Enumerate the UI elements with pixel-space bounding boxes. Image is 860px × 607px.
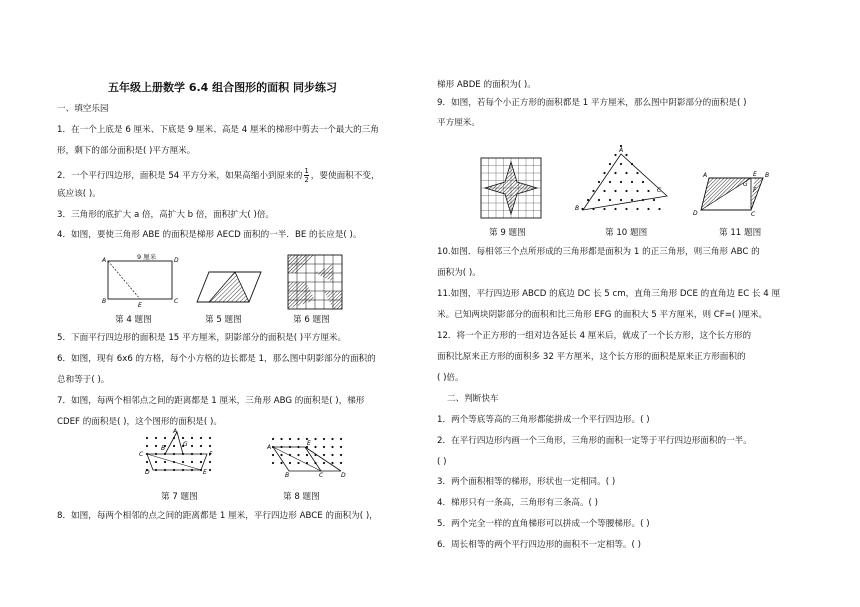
fraction	[304, 167, 308, 184]
grid-dot	[625, 154, 627, 156]
grid-dot	[603, 190, 605, 192]
grid-dot	[272, 462, 274, 464]
grid-dot	[314, 446, 316, 448]
grid-dot	[609, 181, 611, 183]
grid-dot	[631, 199, 633, 201]
figure-6-caption: 第 6 题图	[293, 315, 330, 325]
question-6-line-2: 总和等于( )。	[57, 375, 110, 385]
figure-8-caption: 第 8 题图	[283, 492, 320, 502]
svg-text:D: D	[174, 257, 179, 264]
grid-dot	[289, 462, 291, 464]
grid-dot	[272, 454, 274, 456]
svg-text:C: C	[139, 451, 144, 458]
svg-text:A: A	[173, 428, 178, 435]
question-8-line-1: 8．如图，每两个相邻的点之间的距离都是 1 厘米，平行四边形 ABCE 的面积为( )，	[57, 511, 378, 521]
grid-dot	[331, 454, 333, 456]
judge-4: 4．梯形只有一条高，三角形有三条高。( )	[437, 498, 598, 508]
svg-text:D: D	[693, 210, 698, 217]
question-9-line-1: 9．如图，若每个小正方形的面积都是 1 平方厘米，那么图中阴影部分的面积是( )	[437, 98, 747, 108]
judge-2-line-1: 2．在平行四边形内画一个三角形，三角形的面积一定等于平行四边形面积的一半。	[437, 436, 752, 446]
grid-dot	[200, 461, 202, 463]
svg-text:A: A	[703, 172, 708, 179]
grid-dot	[164, 461, 166, 463]
grid-dot	[642, 181, 644, 183]
figure-4-label: 9 厘米	[137, 253, 157, 261]
svg-text:G: G	[183, 441, 188, 448]
svg-text:G: G	[743, 181, 748, 188]
grid-dot	[182, 437, 184, 439]
question-11-line-2: 米。已知两块阴影部分的面积和比三角形 EFG 的面积大 5 平方厘米，则 CF=( )厘米。	[437, 310, 768, 320]
question-12-line-2: 面积比原来正方形的面积多 32 平方厘米，这个长方形的面积是原来正方形面积的	[437, 352, 746, 362]
question-1-line-1: 1．在一个上底是 6 厘米、下底是 9 厘米、高是 4 厘米的梯形中剪去一个最大的三角	[57, 125, 379, 135]
figure-9-caption: 第 9 题图	[489, 228, 526, 238]
grid-dot	[323, 438, 325, 440]
section-heading-2: 二、判断快车	[447, 394, 499, 404]
grid-dot	[182, 461, 184, 463]
grid-dot	[598, 199, 600, 201]
grid-dot	[323, 446, 325, 448]
grid-dot	[306, 454, 308, 456]
figure-5-caption: 第 5 题图	[205, 315, 242, 325]
judge-2-line-2: ( )	[437, 457, 447, 467]
figure-11-caption: 第 11 题图	[719, 228, 762, 238]
figure-9	[481, 158, 541, 218]
judge-6: 6．周长相等的两个平行四边形的面积不一定相等。( )	[437, 540, 641, 550]
svg-text:B: B	[575, 205, 580, 212]
grid-dot	[323, 462, 325, 464]
grid-dot	[209, 469, 211, 471]
grid-dot	[272, 438, 274, 440]
question-12-line-1: 12．将一个正方形的一组对边各延长 4 厘米后，就成了一个长方形，这个长方形的	[437, 331, 752, 341]
grid-dot	[658, 208, 660, 210]
svg-text:E: E	[203, 469, 207, 476]
grid-dot	[331, 438, 333, 440]
grid-dot	[146, 437, 148, 439]
question-7-line-2: CDEF 的面积是( )，这个图形的面积是( )。	[57, 417, 222, 427]
svg-text:E: E	[307, 440, 311, 447]
svg-text:C: C	[657, 187, 662, 194]
figure-10-caption: 第 10 题图	[605, 228, 648, 238]
grid-dot	[331, 446, 333, 448]
svg-text:A: A	[619, 147, 624, 154]
question-5: 5．下面平行四边形的面积是 15 平方厘米，阴影部分的面积是( )平方厘米。	[57, 333, 347, 343]
svg-text:A: A	[267, 444, 272, 451]
grid-dot	[200, 437, 202, 439]
svg-text:B: B	[161, 445, 166, 452]
grid-dot	[209, 461, 211, 463]
figure-11	[693, 170, 773, 216]
grid-dot	[636, 190, 638, 192]
fraction-numerator: 1	[304, 167, 309, 175]
grid-dot	[592, 190, 594, 192]
grid-dot	[297, 454, 299, 456]
page-title: 五年级上册数学 6.4 组合图形的面积 同步练习	[108, 81, 337, 94]
grid-dot	[280, 462, 282, 464]
grid-dot	[614, 172, 616, 174]
grid-dot	[598, 181, 600, 183]
question-7-line-1: 7．如图，每两个相邻点之间的距离都是 1 厘米，三角形 ABG 的面积是( )，梯形	[57, 396, 365, 406]
question-2-text-a: 2．一个平行四边形，面积是 54 平方分米，如果高缩小到原来的	[57, 171, 303, 181]
grid-dot	[191, 461, 193, 463]
figure-5	[195, 270, 265, 306]
figure-6	[288, 255, 342, 309]
grid-dot	[653, 199, 655, 201]
svg-text:E: E	[753, 171, 757, 178]
grid-dot	[297, 438, 299, 440]
svg-text:E: E	[138, 302, 142, 309]
question-2-line-2: 底应该( )。	[57, 189, 101, 199]
svg-text:F: F	[209, 451, 213, 458]
question-11-line-1: 11.如图，平行四边形 ABCD 的底边 DC 长 5 cm，直角三角形 DCE 的直角边 EC 长 4 厘	[437, 289, 781, 299]
figure-10	[575, 140, 671, 220]
grid-dot	[340, 462, 342, 464]
grid-dot	[609, 199, 611, 201]
grid-dot	[636, 172, 638, 174]
question-1-line-2: 形，剩下的部分面积是( )平方厘米。	[57, 146, 196, 156]
grid-dot	[209, 445, 211, 447]
grid-dot	[647, 208, 649, 210]
grid-dot	[155, 437, 157, 439]
grid-dot	[164, 437, 166, 439]
grid-dot	[191, 445, 193, 447]
grid-dot	[314, 438, 316, 440]
figure-7	[137, 430, 225, 480]
grid-dot	[603, 172, 605, 174]
grid-dot	[155, 445, 157, 447]
question-9-line-2: 平方厘米。	[437, 118, 480, 128]
grid-dot	[636, 208, 638, 210]
svg-text:D: D	[145, 469, 150, 476]
question-2-line-1	[57, 167, 380, 184]
question-10-line-1: 10.如图．每相邻三个点所形成的三角形都是面积为 1 的正三角形，则三角形 ABC 的	[437, 247, 760, 257]
figure-7-caption: 第 7 题图	[161, 492, 198, 502]
svg-text:B: B	[285, 472, 290, 479]
grid-dot	[209, 437, 211, 439]
fraction-denominator: 2	[304, 176, 309, 184]
grid-dot	[587, 199, 589, 201]
grid-dot	[146, 461, 148, 463]
grid-dot	[620, 199, 622, 201]
grid-dot	[620, 181, 622, 183]
grid-dot	[280, 438, 282, 440]
grid-dot	[340, 446, 342, 448]
grid-dot	[289, 438, 291, 440]
question-4: 4．如图，要使三角形 ABE 的面积是梯形 AECD 面积的一半．BE 的长应是( )。	[57, 230, 362, 240]
svg-text:D: D	[341, 472, 346, 479]
grid-dot	[625, 208, 627, 210]
grid-dot	[146, 445, 148, 447]
figure-4-caption: 第 4 题图	[115, 315, 152, 325]
grid-dot	[173, 445, 175, 447]
grid-dot	[155, 461, 157, 463]
question-2-text-b: ，要使面积不变，	[310, 171, 380, 181]
question-12-line-3: ( )倍。	[437, 373, 464, 383]
grid-dot	[280, 454, 282, 456]
grid-dot	[340, 454, 342, 456]
judge-1: 1．两个等底等高的三角形都能拼成一个平行四边形。( )	[437, 415, 650, 425]
grid-dot	[631, 181, 633, 183]
grid-dot	[614, 208, 616, 210]
question-8-line-2: 梯形 ABDE 的面积为( )。	[437, 80, 536, 90]
svg-text:A: A	[102, 257, 107, 264]
grid-dot	[609, 163, 611, 165]
grid-dot	[340, 438, 342, 440]
figure-8	[265, 433, 351, 481]
svg-text:C: C	[174, 298, 179, 305]
grid-dot	[331, 462, 333, 464]
svg-text:C: C	[751, 211, 756, 218]
question-10-line-2: 面积为( )。	[437, 268, 481, 278]
judge-5: 5．两个完全一样的直角梯形可以拼成一个等腰梯形。( )	[437, 519, 650, 529]
grid-dot	[614, 190, 616, 192]
grid-dot	[647, 190, 649, 192]
judge-3: 3．两个面积相等的梯形，形状也一定相同。( )	[437, 477, 616, 487]
grid-dot	[614, 154, 616, 156]
svg-text:C: C	[319, 472, 324, 479]
grid-dot	[323, 454, 325, 456]
grid-dot	[297, 462, 299, 464]
question-3: 3．三角形的底扩大 a 倍，高扩大 b 倍，面积扩大( )倍。	[57, 210, 275, 220]
grid-dot	[200, 445, 202, 447]
section-heading: 一、填空乐园	[57, 104, 109, 114]
grid-dot	[625, 190, 627, 192]
svg-text:B: B	[102, 298, 107, 305]
grid-dot	[191, 437, 193, 439]
grid-dot	[620, 163, 622, 165]
svg-text:B: B	[765, 172, 770, 179]
svg-text:F: F	[753, 187, 757, 194]
grid-dot	[603, 208, 605, 210]
grid-dot	[625, 172, 627, 174]
question-6-line-1: 6．如图，现有 6x6 的方格，每个小方格的边长都是 1，那么图中阴影部分的面积的	[57, 354, 376, 364]
